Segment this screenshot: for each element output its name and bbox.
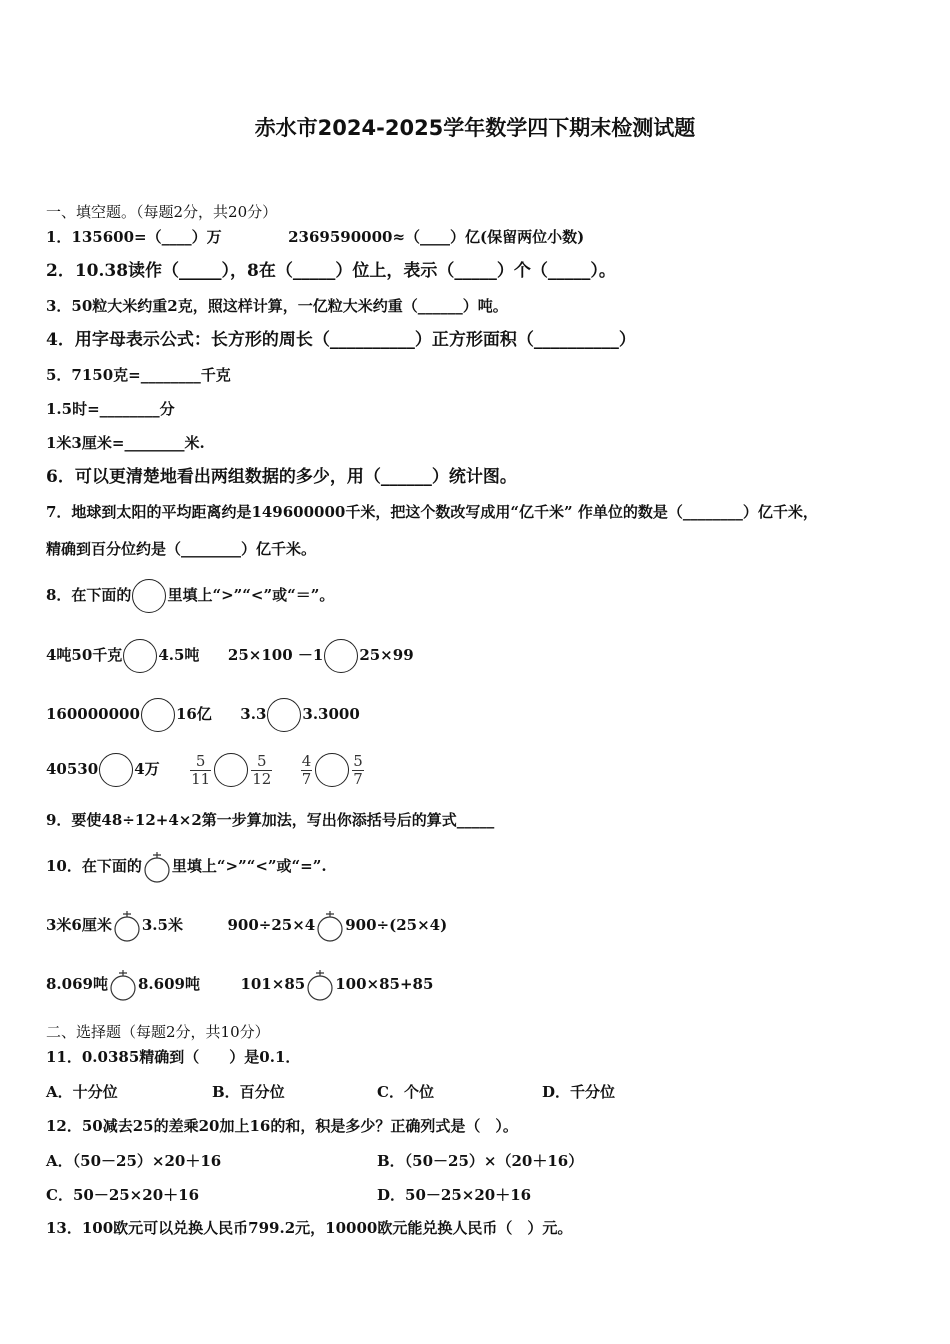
compare-right: 4.5吨 <box>158 646 200 664</box>
section-fill-in-heading: 一、填空题。（每题2分，共20分） <box>46 203 278 221</box>
compare-left: 25×100 －1 <box>227 646 324 664</box>
question-8-prompt <box>46 576 334 614</box>
compare-right: 100×85+85 <box>335 975 434 993</box>
compare-left: 160000000 <box>46 705 140 723</box>
question-1a: 1．135600=（____）万 <box>46 228 222 246</box>
answer-circle[interactable] <box>267 698 301 732</box>
answer-circle[interactable] <box>99 753 133 787</box>
compare-left: 101×85 <box>240 975 306 993</box>
question-6: 6．可以更清楚地看出两组数据的多少，用（______）统计图。 <box>46 467 517 487</box>
compare-right: 3.5米 <box>141 916 183 934</box>
question-11-stem: 11．0.0385精确到（ ）是0.1． <box>46 1048 301 1066</box>
compare-left: 3米6厘米 <box>46 916 112 934</box>
question-2: 2．10.38读作（_____），8在（_____）位上，表示（_____）个（_____）。 <box>46 261 616 281</box>
answer-circle[interactable] <box>214 753 248 787</box>
compare-right: 900÷(25×4) <box>345 916 448 934</box>
question-12-option-c[interactable]: C．50－25×20＋16 <box>46 1186 200 1204</box>
compare-left: 4吨50千克 <box>46 646 123 664</box>
answer-circle[interactable] <box>315 753 349 787</box>
compare-left: 900÷25×4 <box>227 916 316 934</box>
question-8-row-1 <box>46 636 414 674</box>
question-10-row-1 <box>46 906 447 944</box>
apple-answer-icon[interactable] <box>112 909 142 943</box>
question-8-prompt-b: 里填上“>”“<”或“＝”。 <box>167 586 335 604</box>
compare-right: 8.609吨 <box>137 975 200 993</box>
fraction-right-2: $\frac{5}{7}$ <box>353 751 363 788</box>
fraction-left-2: $\frac{4}{7}$ <box>301 751 312 788</box>
question-5b: 1.5时=________分 <box>46 400 175 418</box>
compare-right: 16亿 <box>175 705 212 723</box>
question-1 <box>46 227 584 247</box>
answer-circle[interactable] <box>123 639 157 673</box>
question-11-option-c[interactable]: C．个位 <box>377 1083 434 1101</box>
question-9: 9．要使48÷12+4×2第一步算加法，写出你添括号后的算式_____ <box>46 811 495 829</box>
question-10-prompt-a: 10．在下面的 <box>46 857 142 875</box>
question-3: 3．50粒大米约重2克，照这样计算，一亿粒大米约重（______）吨。 <box>46 297 508 315</box>
answer-circle[interactable] <box>141 698 175 732</box>
question-12-option-d[interactable]: D．50－25×20＋16 <box>377 1186 532 1204</box>
question-1b: 2369590000≈（____）亿(保留两位小数) <box>288 228 585 246</box>
question-7-line1: 7．地球到太阳的平均距离约是149600000千米，把这个数改写成用“亿千米” 作单位的数是（________）亿千米， <box>46 503 818 521</box>
question-11-option-d[interactable]: D．千分位 <box>542 1083 616 1101</box>
question-11-option-b[interactable]: B．百分位 <box>212 1083 285 1101</box>
page-title: 赤水市2024-2025学年数学四下期末检测试题 <box>254 116 696 140</box>
apple-answer-icon[interactable] <box>315 909 345 943</box>
question-5a: 5．7150克=________千克 <box>46 366 231 384</box>
answer-circle[interactable] <box>324 639 358 673</box>
question-8-row-3 <box>46 747 366 791</box>
question-11-option-a[interactable]: A．十分位 <box>46 1083 118 1101</box>
question-7-line2: 精确到百分位约是（________）亿千米。 <box>46 540 317 558</box>
compare-left: 3.3 <box>240 705 267 723</box>
compare-left: 8.069吨 <box>46 975 108 993</box>
fraction-right-1: $\frac{5}{12}$ <box>252 751 272 788</box>
question-8-prompt-a: 8．在下面的 <box>46 586 132 604</box>
question-5c: 1米3厘米=________米. <box>46 434 205 452</box>
apple-answer-icon[interactable] <box>142 850 172 884</box>
question-10-prompt-b: 里填上“>”“<”或“=”. <box>171 857 327 875</box>
compare-right: 3.3000 <box>302 705 360 723</box>
compare-right: 4万 <box>134 760 160 778</box>
question-10-row-2 <box>46 965 433 1003</box>
question-13-stem: 13．100欧元可以兑换人民币799.2元，10000欧元能兑换人民币（ ）元。 <box>46 1219 573 1237</box>
question-8-row-2 <box>46 695 360 733</box>
question-12-option-a[interactable]: A．（50－25）×20＋16 <box>46 1152 222 1170</box>
fraction-left-1: $\frac{5}{11}$ <box>191 751 211 788</box>
apple-answer-icon[interactable] <box>305 968 335 1002</box>
compare-right: 25×99 <box>359 646 414 664</box>
question-4: 4．用字母表示公式：长方形的周长（__________）正方形面积（__________） <box>46 330 636 350</box>
compare-left: 40530 <box>46 760 99 778</box>
section-choice-heading: 二、选择题（每题2分，共10分） <box>46 1023 270 1041</box>
question-10-prompt <box>46 848 327 884</box>
answer-circle[interactable] <box>132 579 166 613</box>
question-12-stem: 12．50减去25的差乘20加上16的和，积是多少？正确列式是（ ）。 <box>46 1117 518 1135</box>
question-12-option-b[interactable]: B．（50－25）×（20＋16） <box>377 1152 584 1170</box>
apple-answer-icon[interactable] <box>108 968 138 1002</box>
